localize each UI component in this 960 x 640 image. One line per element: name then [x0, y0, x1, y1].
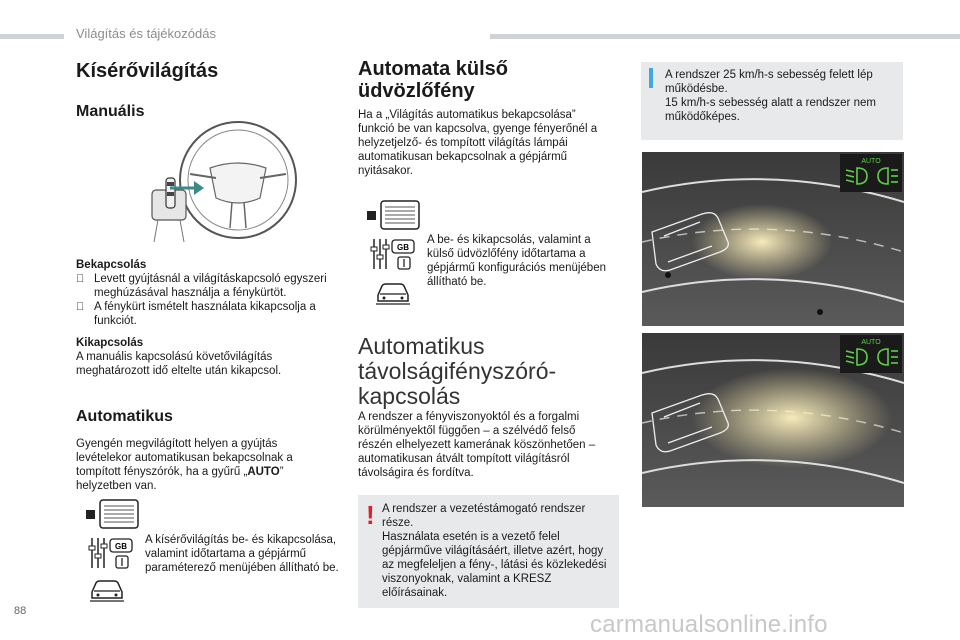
gb-label: GB	[397, 243, 409, 252]
col2-title: Automata külső üdvözlőfény	[358, 58, 509, 102]
configuration-menu-icon	[370, 237, 416, 271]
steering-wheel-illustration	[140, 118, 300, 246]
info-box	[641, 62, 903, 140]
kikapcsolas-text: A manuális kapcsolású követővilágítás meghatározott idő eltelte után kikapcsol.	[76, 351, 282, 377]
info-text: A rendszer 25 km/h-s sebesség felett lép működésbe. 15 km/h-s sebesség alatt a rendszer nem működőképes.	[665, 69, 876, 123]
col1-settings-text: A kísérővilágítás be- és kikapcsolása, valamint időtartama a gépjármű paraméterező menüjében állítható be.	[145, 534, 339, 574]
auto-label-1: AUTO	[861, 158, 881, 165]
auto-beam-text: A rendszer a fényviszonyoktól és a forgalmi körülményektől függően – a szélvédő felső részén elhelyezett kamerának köszönhetően – automatikusan átvált tompított világításról távolságira és fordítva.	[358, 411, 596, 479]
high-beam-illustration	[642, 333, 904, 507]
col2-text: Ha a „Világítás automatikus bekapcsolása” funkció be van kapcsolva, gyenge fényerőnél a helyzetjelző- és tompított világítás lámpái automatikusan bekapcsolnak a gépjármű nyitásakor.	[358, 109, 598, 177]
watermark: carmanualsonline.info	[590, 611, 828, 638]
configuration-menu-icon	[88, 536, 134, 570]
section-title: Világítás és tájékozódás	[76, 26, 216, 41]
page-number: 88	[14, 605, 27, 617]
warning-box	[358, 495, 619, 608]
car-icon	[374, 279, 412, 305]
touchscreen-icon	[86, 498, 140, 530]
header-left-bar	[0, 34, 64, 39]
bullet-2: A fénykürt ismételt használata kikapcsolja a funkciót.	[76, 300, 336, 328]
header-bar	[490, 34, 960, 39]
auto-text: Gyengén megvilágított helyen a gyújtás levételekor automatikusan bekapcsolnak a tompított fényszórók, ha a gyűrű „AUTO” helyzetben van.	[76, 438, 293, 492]
bullet-1: Levett gyújtásnál a világításkapcsoló egyszeri meghúzásával használja a fénykürtöt.	[76, 272, 336, 300]
bekapcsolas-title: Bekapcsolás	[76, 259, 147, 271]
col1-title: Kísérővilágítás	[76, 60, 219, 82]
kikapcsolas-title: Kikapcsolás	[76, 337, 144, 349]
col2-settings-text: A be- és kikapcsolás, valamint a külső üdvözlőfény időtartama a gépjármű konfigurációs menüjében állítható be.	[427, 234, 606, 288]
auto-label-2: AUTO	[861, 339, 881, 346]
bullet-marker	[76, 300, 84, 314]
gb-label: GB	[115, 542, 127, 551]
low-beam-illustration	[642, 152, 904, 326]
touchscreen-icon	[364, 199, 424, 231]
bullet-marker	[76, 272, 84, 286]
warning-text: A rendszer a vezetéstámogató rendszer része. Használata esetén is a vezető felel gépjárművе világításáért, illetve azért, hogy az megfeleljen a fény-, látási és közlekedési viszonyoknak, valamint a KRESZ előírásainak.	[382, 503, 607, 599]
car-icon	[88, 576, 126, 602]
warning-icon: !	[366, 500, 375, 530]
auto-heading: Automatikus	[76, 408, 173, 425]
info-icon-bar	[649, 68, 653, 88]
manual-text-block	[76, 258, 336, 378]
manual-heading: Manuális	[76, 103, 145, 120]
auto-beam-title: Automatikus távolságifényszóró-kapcsolás	[358, 333, 557, 409]
